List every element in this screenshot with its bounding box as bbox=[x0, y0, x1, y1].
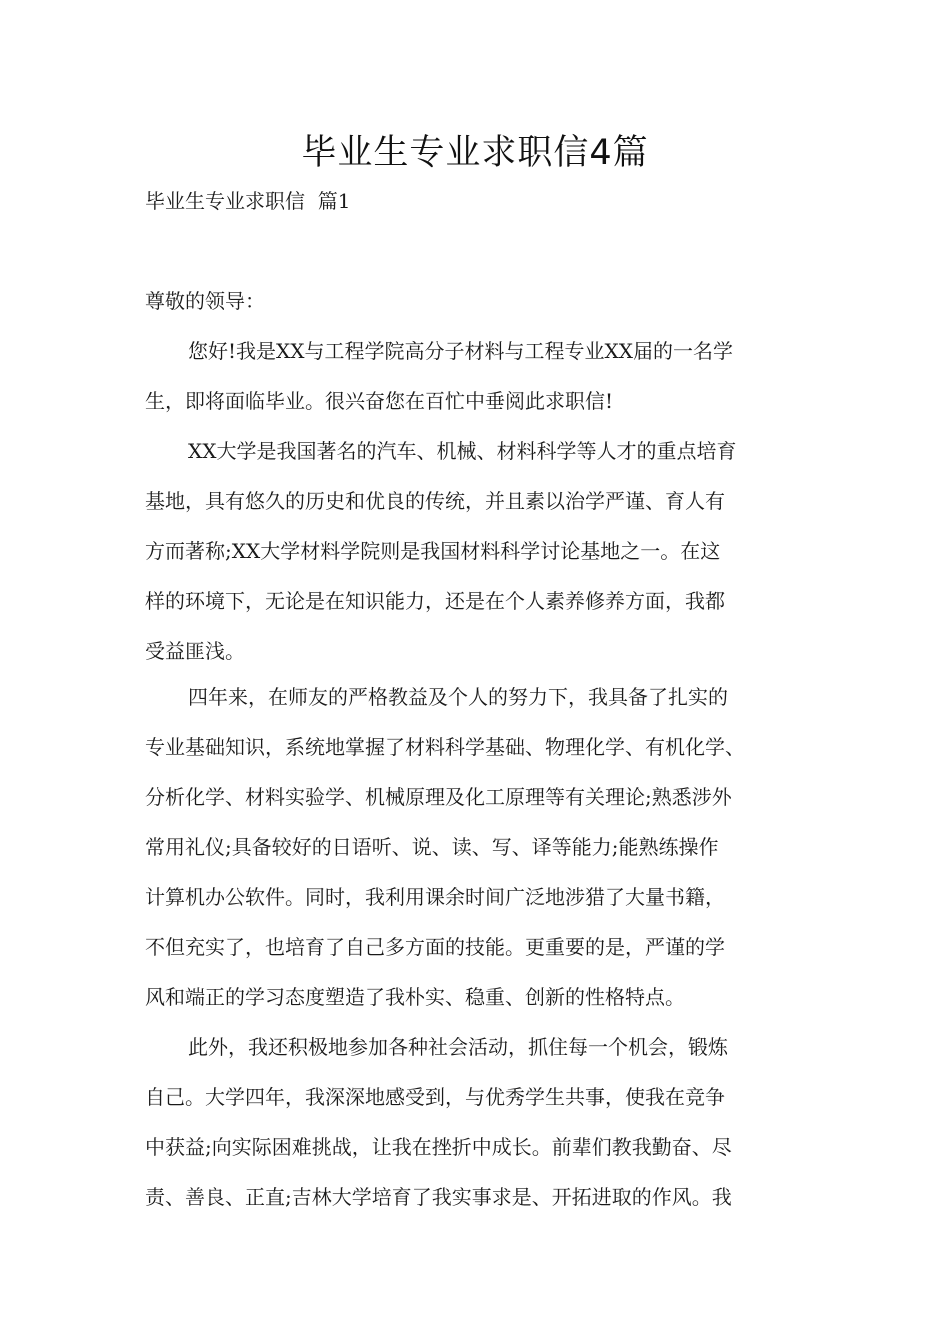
paragraph-1 bbox=[145, 326, 825, 426]
paragraph-4 bbox=[145, 1022, 825, 1222]
paragraph-line: 常用礼仪;具备较好的日语听、说、读、写、译等能力;能熟练操作 bbox=[145, 835, 719, 859]
paragraph-line: 自己。大学四年，我深深地感受到，与优秀学生共事，使我在竞争 bbox=[145, 1085, 725, 1109]
paragraph-2 bbox=[145, 426, 825, 676]
paragraph-line: 生，即将面临毕业。很兴奋您在百忙中垂阅此求职信! bbox=[145, 389, 614, 413]
paragraph-line: 四年来，在师友的严格教益及个人的努力下，我具备了扎实的 bbox=[188, 685, 728, 709]
paragraph-line: 方而著称;XX大学材料学院则是我国材料科学讨论基地之一。在这 bbox=[145, 539, 721, 563]
paragraph-line: 样的环境下，无论是在知识能力，还是在个人素养修养方面，我都 bbox=[145, 589, 725, 613]
paragraph-line: 计算机办公软件。同时，我利用课余时间广泛地涉猎了大量书籍， bbox=[145, 885, 725, 909]
paragraph-line: 您好!我是XX与工程学院高分子材料与工程专业XX届的一名学 bbox=[188, 339, 733, 363]
paragraph-line: 不但充实了，也培育了自己多方面的技能。更重要的是，严谨的学 bbox=[145, 935, 725, 959]
paragraph-line: 专业基础知识，系统地掌握了材料科学基础、物理化学、有机化学、 bbox=[145, 735, 745, 759]
paragraph-line: 分析化学、材料实验学、机械原理及化工原理等有关理论;熟悉涉外 bbox=[145, 785, 732, 809]
salutation: 尊敬的领导： bbox=[145, 289, 265, 313]
paragraph-line: 此外，我还积极地参加各种社会活动，抓住每一个机会，锻炼 bbox=[188, 1035, 728, 1059]
paragraph-line: 基地，具有悠久的历史和优良的传统，并且素以治学严谨、育人有 bbox=[145, 489, 725, 513]
paragraph-3 bbox=[145, 672, 825, 1022]
document-subtitle: 毕业生专业求职信 篇1 bbox=[145, 189, 351, 213]
document-title: 毕业生专业求职信4篇 bbox=[301, 133, 649, 173]
paragraph-line: 风和端正的学习态度塑造了我朴实、稳重、创新的性格特点。 bbox=[145, 985, 685, 1009]
paragraph-line: 责、善良、正直;吉林大学培育了我实事求是、开拓进取的作风。我 bbox=[145, 1185, 732, 1209]
paragraph-line: XX大学是我国著名的汽车、机械、材料科学等人才的重点培育 bbox=[188, 439, 737, 463]
paragraph-line: 中获益;向实际困难挑战，让我在挫折中成长。前辈们教我勤奋、尽 bbox=[145, 1135, 732, 1159]
paragraph-line: 受益匪浅。 bbox=[145, 639, 245, 663]
